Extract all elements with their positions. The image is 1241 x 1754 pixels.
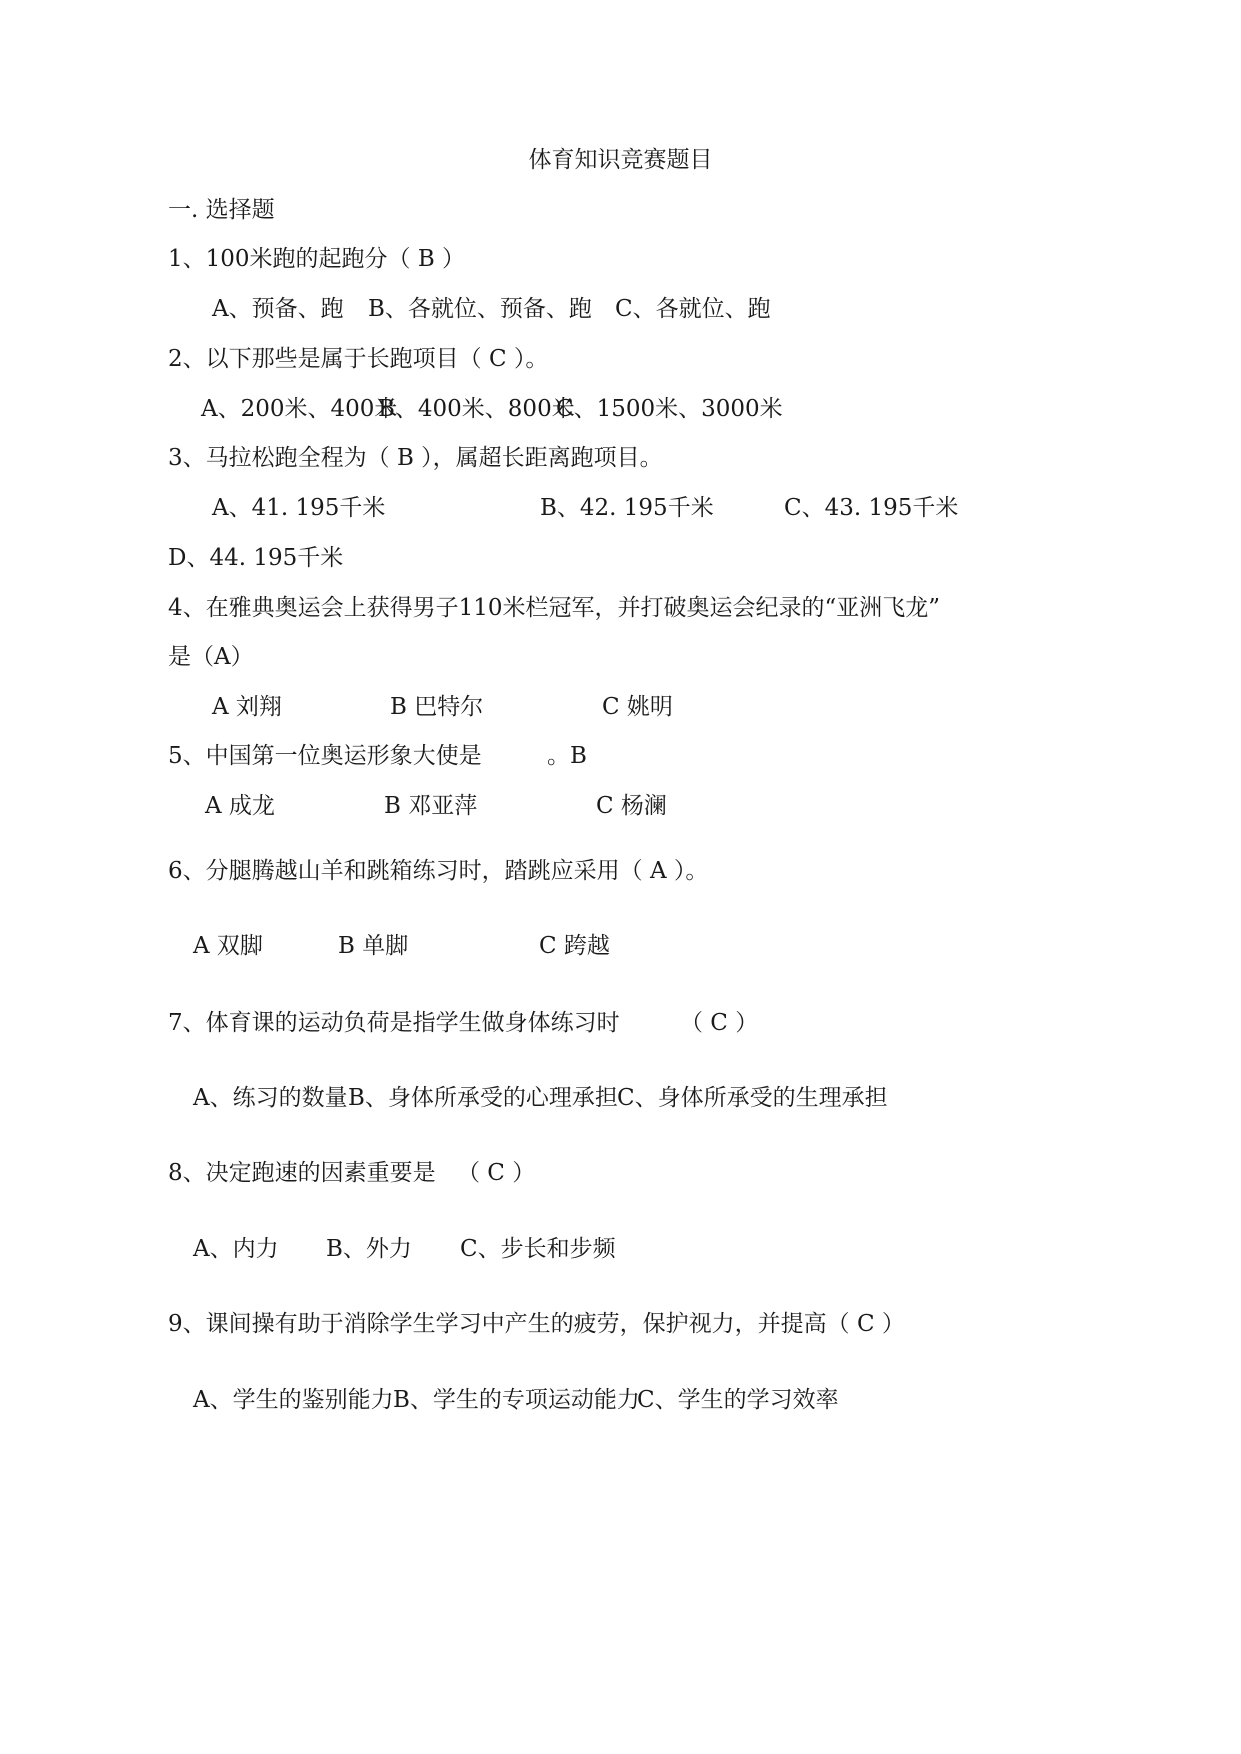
q8-option-c: C、步长和步频 [460,1236,616,1262]
q3-option-a: A、41. 195千米 [212,495,386,521]
q1-option-a: A、预备、跑 [212,296,344,322]
q9-option-c: C、学生的学习效率 [637,1387,839,1413]
question-7: 7、体育课的运动负荷是指学生做身体练习时 [168,1010,620,1036]
q5-answer: 。B [547,743,587,769]
q8-option-b: B、外力 [326,1236,412,1262]
question-6: 6、分腿腾越山羊和跳箱练习时，踏跳应采用（ A ）。 [168,858,709,884]
section-heading: 一. 选择题 [168,197,275,223]
q9-option-b: B、学生的专项运动能力 [393,1387,640,1413]
q7-option-b: B、身体所承受的心理承担 [348,1085,618,1111]
q3-option-d: D、44. 195千米 [168,545,344,571]
q2-option-a: A、200米、400米 [201,396,398,422]
q6-option-c: C 跨越 [539,933,610,959]
question-4-line-2: 是（A） [168,644,254,670]
q8-option-a: A、内力 [193,1236,279,1262]
q2-option-b: B、400米、800米 [378,396,575,422]
q3-option-c: C、43. 195千米 [784,495,959,521]
q4-option-c: C 姚明 [602,694,673,720]
question-1: 1、100米跑的起跑分（ B ） [168,246,466,272]
q4-option-b: B 巴特尔 [390,694,484,720]
q6-option-b: B 单脚 [338,933,409,959]
q1-option-b: B、各就位、预备、跑 [368,296,592,322]
question-2: 2、以下那些是属于长跑项目（ C ）。 [168,346,549,372]
q1-option-c: C、各就位、跑 [615,296,771,322]
q3-option-b: B、42. 195千米 [540,495,714,521]
q2-option-c: C、1500米、3000米 [556,396,783,422]
q5-option-a: A 成龙 [205,793,275,819]
q5-option-b: B 邓亚萍 [384,793,478,819]
question-4-line-1: 4、在雅典奥运会上获得男子110米栏冠军，并打破奥运会纪录的“亚洲飞龙” [168,595,941,621]
q7-option-c: C、身体所承受的生理承担 [617,1085,888,1111]
q9-option-a: A、学生的鉴别能力 [193,1387,394,1413]
q7-option-a: A、练习的数量 [193,1085,348,1111]
q5-option-c: C 杨澜 [596,793,667,819]
q6-option-a: A 双脚 [193,933,263,959]
q8-answer: （ C ） [457,1160,536,1186]
q7-answer: （ C ） [680,1010,759,1036]
document-title: 体育知识竞赛题目 [528,147,713,173]
question-8: 8、决定跑速的因素重要是 [168,1160,436,1186]
question-3: 3、马拉松跑全程为（ B ），属超长距离跑项目。 [168,445,663,471]
question-5: 5、中国第一位奥运形象大使是 [168,743,482,769]
q4-option-a: A 刘翔 [212,694,282,720]
question-9: 9、课间操有助于消除学生学习中产生的疲劳，保护视力，并提高（ C ） [168,1311,905,1337]
